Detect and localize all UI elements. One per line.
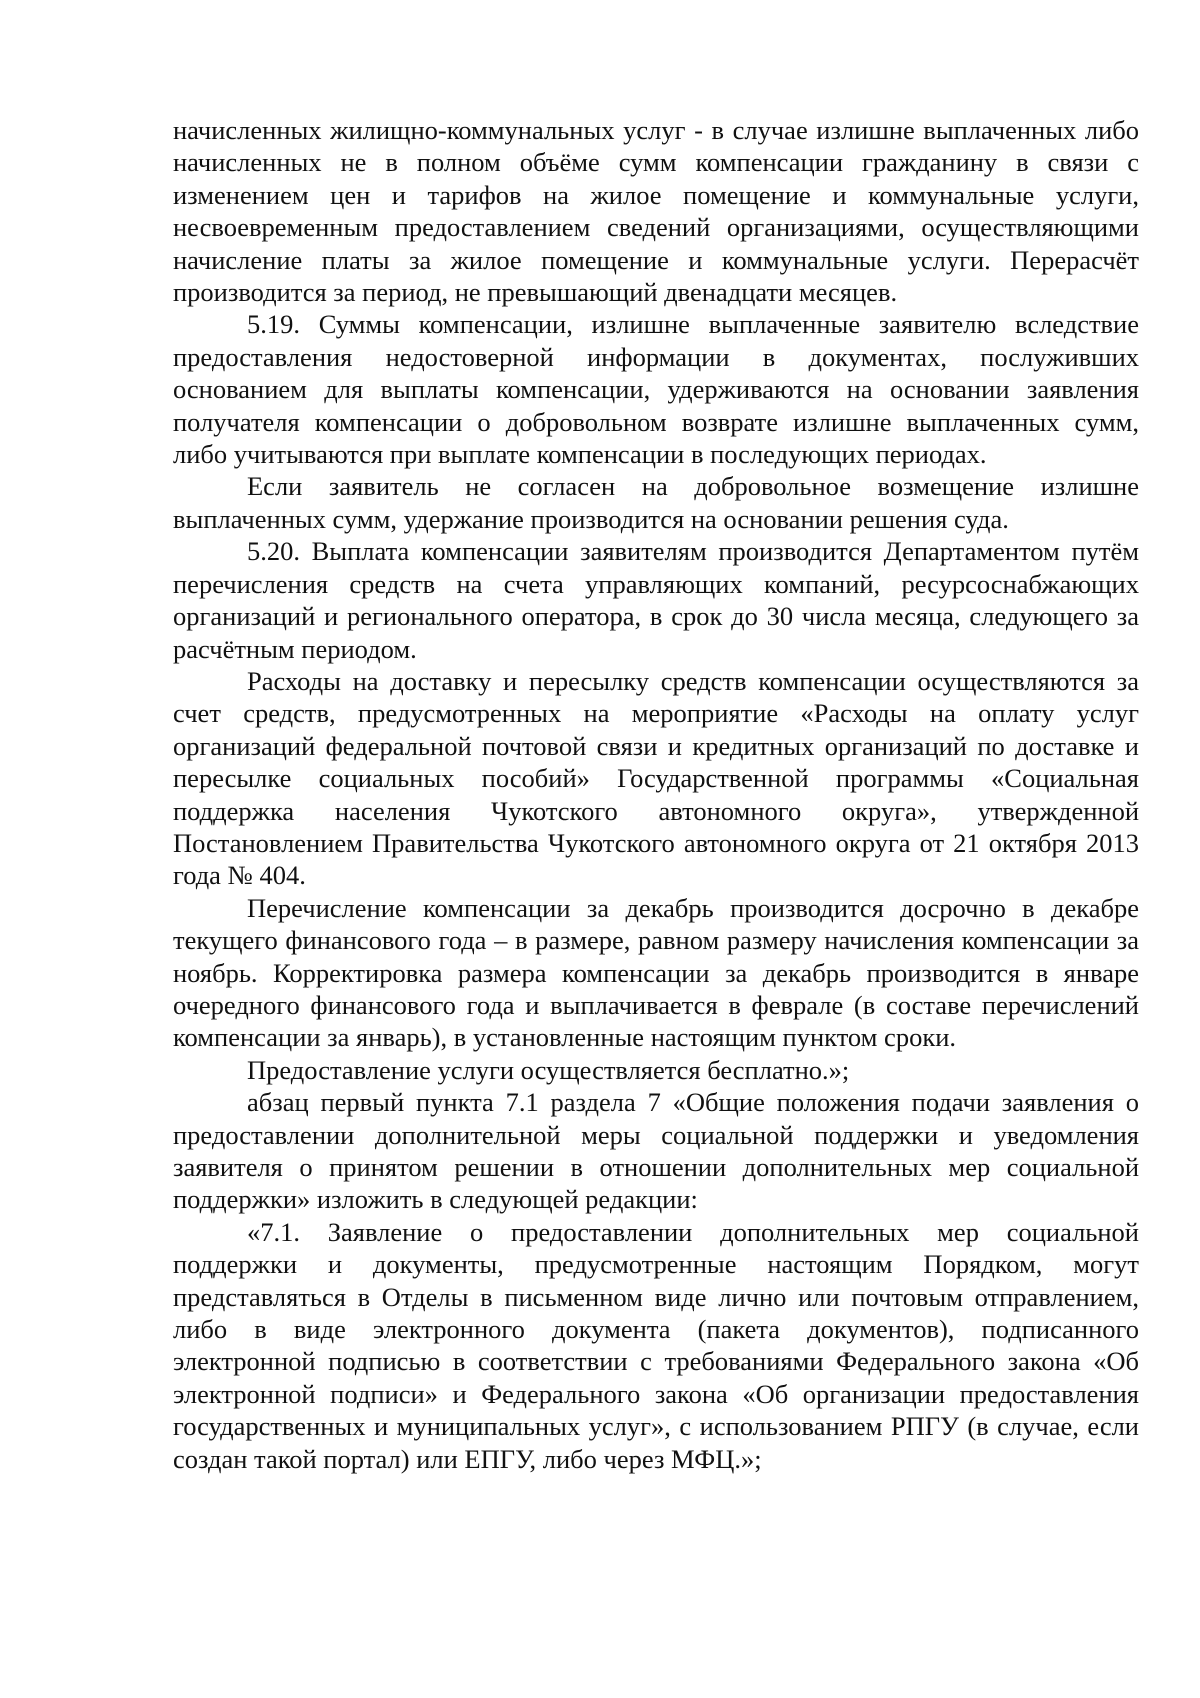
paragraph-december-transfer: Перечисление компенсации за декабрь производится досрочно в декабре текущего финансового года – в размере, равном размеру начисления компенсации за ноябрь. Корректировка размера компенсации за декабрь производится в январе очередного финансового года и выплачивается в феврале (в составе перечислений компенсации за январь), в установленные настоящим пунктом сроки.: [173, 892, 1139, 1053]
paragraph-court-decision: Если заявитель не согласен на добровольное возмещение излишне выплаченных сумм, удержание производится на основании решения суда.: [173, 471, 1139, 534]
paragraph-5-20: 5.20. Выплата компенсации заявителям производится Департаментом путём перечисления средств на счета управляющих компаний, ресурсоснабжающих организаций и регионального оператора, в срок до 30 числа месяца, следующего за расчётным периодом.: [173, 536, 1139, 664]
document-body: [173, 114, 1139, 1475]
paragraph-5-19: 5.19. Суммы компенсации, излишне выплаченные заявителю вследствие предоставления недостоверной информации в документах, послуживших основанием для выплаты компенсации, удерживаются на основании заявления получателя компенсации о добровольном возврате излишне выплаченных сумм, либо учитываются при выплате компенсации в последующих периодах.: [173, 309, 1139, 470]
paragraph-7-1-text: «7.1. Заявление о предоставлении дополнительных мер социальной поддержки и документы, предусмотренные настоящим Порядком, могут представляться в Отделы в письменном виде лично или почтовым отправлением, либо в виде электронного документа (пакета документов), подписанного электронной подписью в соответствии с требованиями Федерального закона «Об электронной подписи» и Федерального закона «Об организации предоставления государственных и муниципальных услуг», с использованием РПГУ (в случае, если создан такой портал) или ЕПГУ, либо через МФЦ.»;: [173, 1216, 1139, 1474]
paragraph-amendment-7-1: абзац первый пункта 7.1 раздела 7 «Общие положения подачи заявления о предоставлении дополнительной меры социальной поддержки и уведомления заявителя о принятом решении в отношении дополнительных мер социальной поддержки» изложить в следующей редакции:: [173, 1087, 1139, 1215]
paragraph-free-service: Предоставление услуги осуществляется бесплатно.»;: [247, 1054, 850, 1085]
paragraph-delivery-costs: Расходы на доставку и пересылку средств компенсации осуществляются за счет средств, предусмотренных на мероприятие «Расходы на оплату услуг организаций федеральной почтовой связи и кредитных организаций по доставке и пересылке социальных пособий» Государственной программы «Социальная поддержка населения Чукотского автономного округа», утвержденной Постановлением Правительства Чукотского автономного округа от 21 октября 2013 года № 404.: [173, 665, 1139, 891]
paragraph-continuation: начисленных жилищно-коммунальных услуг - в случае излишне выплаченных либо начисленных не в полном объёме сумм компенсации гражданину в связи с изменением цен и тарифов на жилое помещение и коммунальные услуги, несвоевременным предоставлением сведений организациями, осуществляющими начисление платы за жилое помещение и коммунальные услуги. Перерасчёт производится за период, не превышающий двенадцати месяцев.: [173, 115, 1139, 308]
